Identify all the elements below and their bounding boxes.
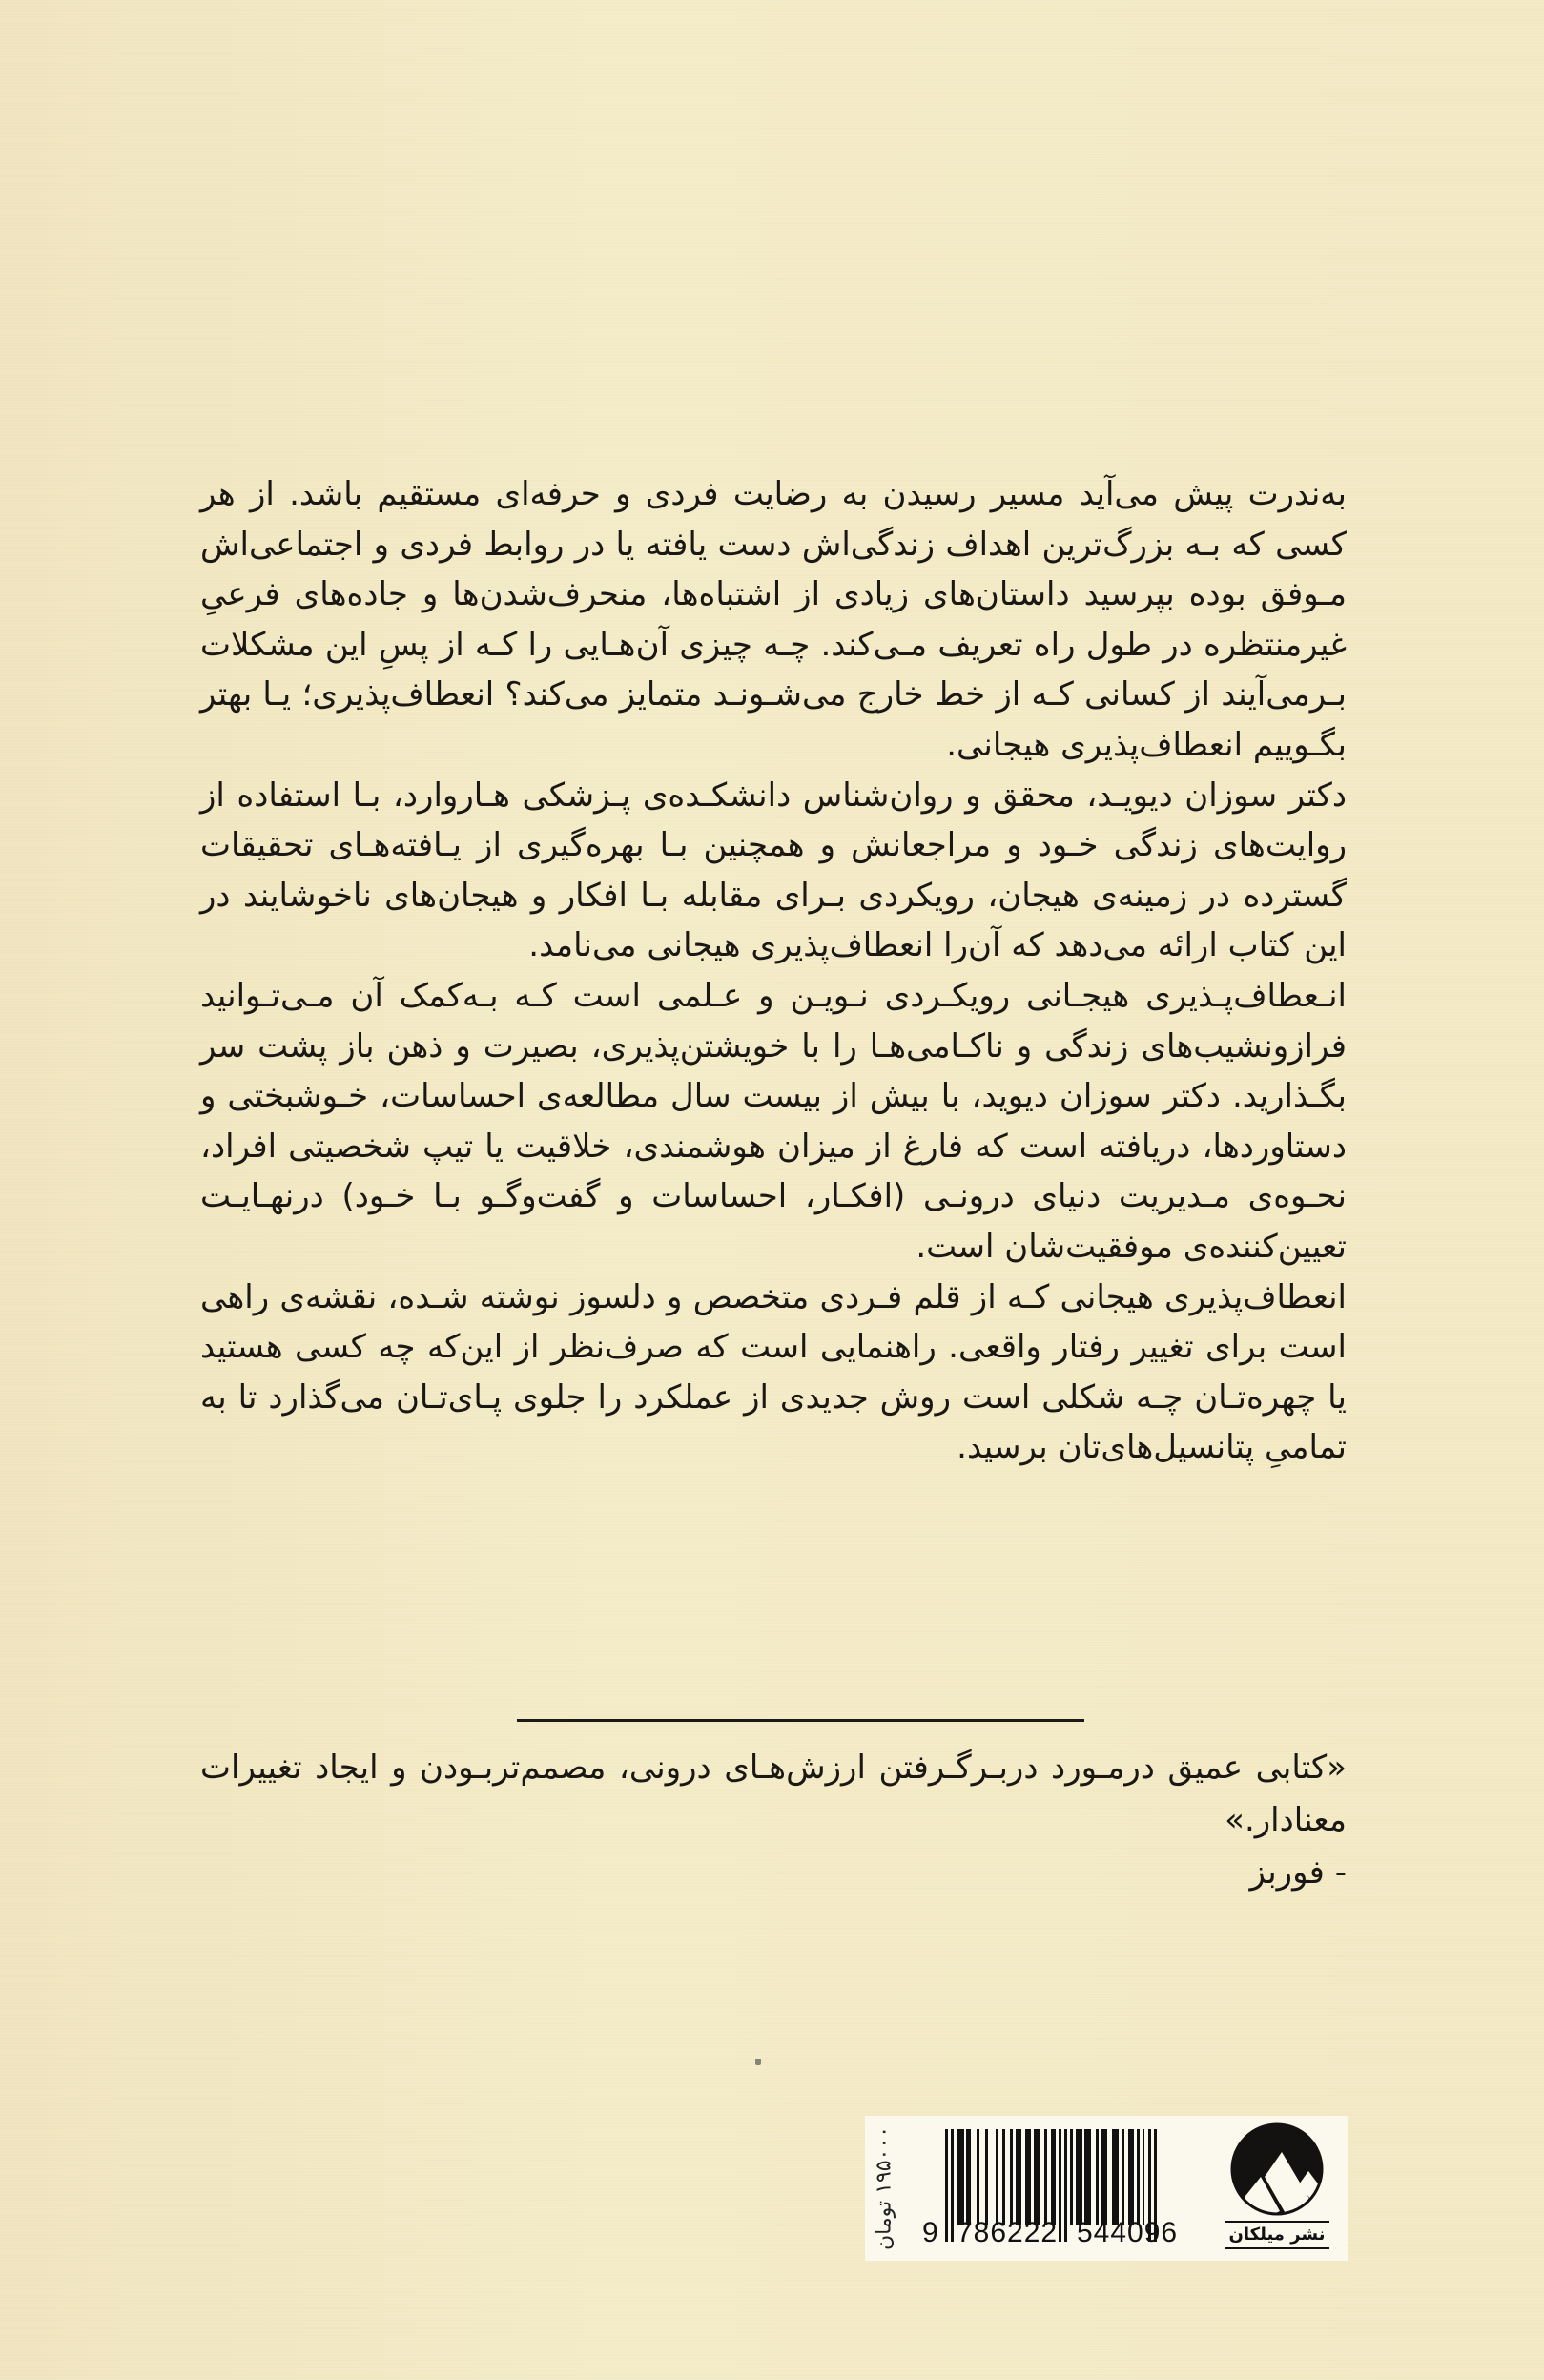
- barcode-lead-digit: 9: [922, 2217, 938, 2248]
- barcode-digits: [922, 2217, 1208, 2255]
- publisher-name: نشر میلکان: [1225, 2221, 1329, 2249]
- blurb-paragraph-2: دکتر سوزان دیویـد، محقق و روان‌شناس دانشکـده‌ی پـزشکی هـاروارد، بـا استفاده از روایت‌های زندگی خـود و مراجعانش و همچنین بـا بهره‌گیری از یـافته‌هـای تحقیقات گسترده در زمینه‌ی هیجان، رویکردی بـرای مقابله بـا افکار و هیجان‌های ناخوشایند در این کتاب ارائه می‌دهد که آن‌را انعطاف‌پذیری هیجانی می‌نامد.: [200, 776, 1347, 965]
- barcode-right-group: 544096: [1077, 2217, 1179, 2248]
- price-text: ۱۹۵۰۰۰ تومان: [872, 2125, 896, 2251]
- blurb-paragraph-3: انـعطاف‌پـذیری هیجـانی رویکـردی نـویـن و عـلمی است کـه بـه‌کمک آن مـی‌تـوانید فرازونشیب‌های زندگی و ناکـامی‌هـا را با خویشتن‌پذیری، بصیرت و ذهن باز پشت سر بگـذارید. دکتر سوزان دیوید، با بیش از بیست سال مطالعه‌ی احساسات، خـوشبختی و دستاوردها، دریافته است که فارغ از میزان هوشمندی، خلاقیت یا تیپ شخصیتی افراد، نحـوه‌ی مـدیریت دنیای درونـی (افکـار، احساسات و گفت‌وگـو بـا خـود) درنهـایـت تعیین‌کننده‌ی موفقیت‌شان است.: [200, 976, 1347, 1266]
- mountains-in-circle-icon: [1221, 2121, 1333, 2221]
- blurb-paragraph-4: انعطاف‌پذیری هیجانی کـه از قلم فـردی متخصص و دلسوز نوشته شـده، نقشه‌ی راهی است برای تغییر رفتار واقعی. راهنمایی است که صرف‌نظر از این‌که چه کسی هستید یا چهره‌تـان چـه شکلی است روش جدیدی از عملکرد را جلوی پـای‌تـان می‌گذارد تا به تمامیِ پتانسیل‌های‌تان برسید.: [200, 1277, 1347, 1467]
- price-label: [865, 2116, 903, 2261]
- blurb-text: [200, 469, 1347, 1473]
- publisher-logo: [1221, 2121, 1339, 2255]
- isbn-barcode: [922, 2129, 1208, 2253]
- review-quote: [200, 1742, 1347, 1899]
- print-speck: [755, 2059, 761, 2065]
- quote-text: «کتابی عمیق درمـورد دربـرگـرفتن ارزش‌هـای درونی، مصمم‌تربـودن و ایجاد تغییرات معنادار.»: [200, 1749, 1347, 1839]
- barcode-left-group: 786222: [957, 2217, 1059, 2248]
- blurb-paragraph-1: به‌ندرت پیش می‌آید مسیر رسیدن به رضایت فردی و حرفه‌ای مستقیم باشد. از هر کسی که بـه بزرگ‌ترین اهداف زندگی‌اش دست یافته یا در روابط فردی و اجتماعی‌اش مـوفق بوده بپرسید داستان‌های زیادی از اشتباه‌ها، منحرف‌شدن‌ها و جاده‌های فرعیِ غیرمنتظره در طول راه تعریف مـی‌کند. چـه چیزی آن‌هـایی را کـه از پسِ این مشکلات بـرمی‌آیند از کسانی کـه از خط خارج می‌شـونـد متمایز می‌کند؟ انعطاف‌پذیری؛ یـا بهتر بگـوییم انعطاف‌پذیری هیجانی.: [200, 475, 1347, 764]
- separator-rule: [517, 1719, 1084, 1722]
- quote-attribution: - فوربز: [1249, 1853, 1347, 1892]
- barcode-panel: [865, 2116, 1348, 2261]
